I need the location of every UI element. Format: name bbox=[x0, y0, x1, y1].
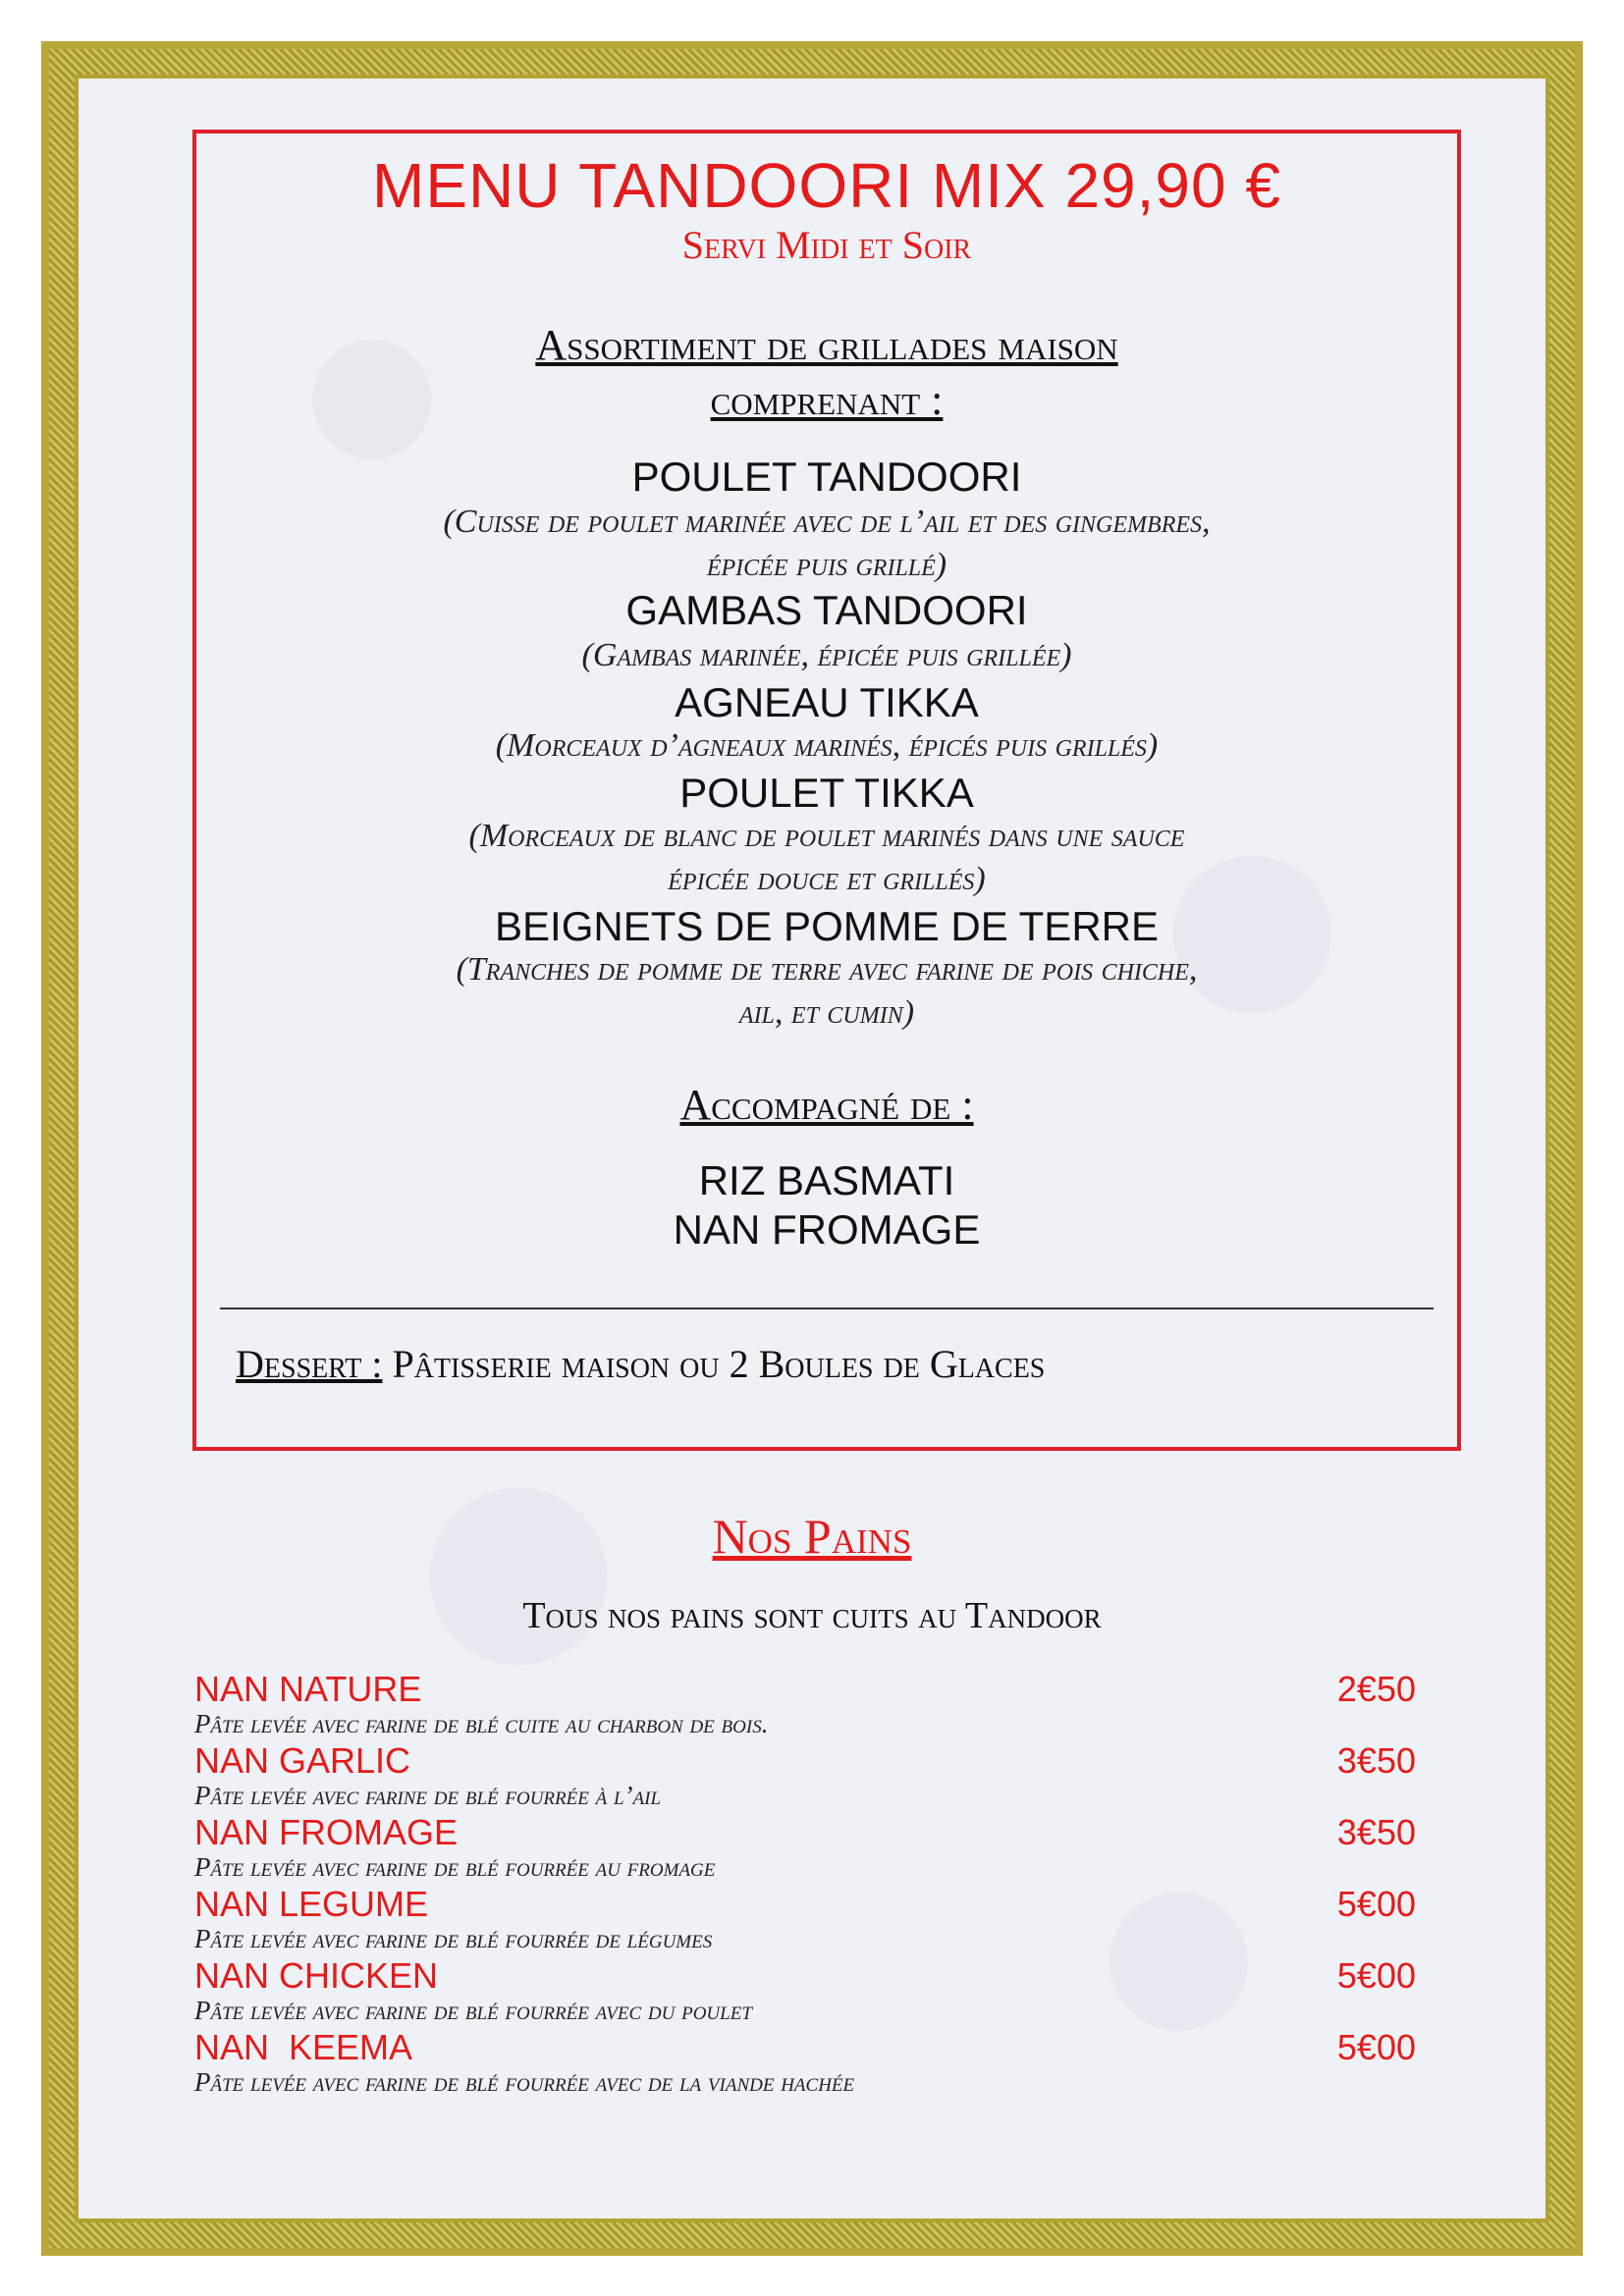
accompaniment-item: RIZ BASMATI bbox=[698, 1157, 955, 1203]
dish-description: épicée puis grillé) bbox=[706, 547, 947, 583]
assortment-heading-line1: Assortiment de grillades maison bbox=[535, 321, 1118, 369]
bread-name: NAN KEEMA bbox=[194, 2027, 413, 2067]
list-item bbox=[194, 1955, 1416, 2027]
dish-name: POULET TIKKA bbox=[679, 770, 974, 816]
bread-description: Pâte levée avec farine de blé fourrée de légumes bbox=[194, 1924, 713, 1953]
bread-name: NAN NATURE bbox=[194, 1669, 422, 1709]
divider-line bbox=[220, 1308, 1434, 1309]
dessert-label: Dessert : bbox=[236, 1342, 383, 1386]
dish-description: ail, et cumin) bbox=[738, 994, 915, 1031]
list-item bbox=[194, 1884, 1416, 1955]
bread-name: NAN GARLIC bbox=[194, 1740, 411, 1781]
list-item bbox=[194, 1812, 1416, 1884]
bread-description: Pâte levée avec farine de blé fourrée à l’ail bbox=[194, 1781, 662, 1810]
menu-subtitle: Servi Midi et Soir bbox=[681, 223, 972, 267]
bread-name: NAN FROMAGE bbox=[194, 1812, 459, 1852]
bread-price: 5€00 bbox=[1336, 1955, 1416, 1996]
dish-description: (Tranches de pomme de terre avec farine de pois chiche, bbox=[456, 951, 1198, 988]
bread-price: 5€00 bbox=[1336, 2027, 1416, 2067]
bread-price: 5€00 bbox=[1336, 1884, 1416, 1924]
dessert-line bbox=[236, 1341, 1045, 1387]
bread-list bbox=[194, 1669, 1416, 2099]
dish-description: (Morceaux de blanc de poulet marinés dans une sauce bbox=[468, 818, 1185, 854]
menu-title: MENU TANDOORI MIX 29,90 € bbox=[372, 150, 1281, 221]
dish-description: (Gambas marinée, épicée puis grillée) bbox=[581, 637, 1072, 673]
dish-description: épicée douce et grillés) bbox=[668, 861, 986, 897]
tandoori-menu-box bbox=[192, 130, 1461, 1451]
accompanied-heading: Accompagné de : bbox=[679, 1081, 974, 1129]
breads-title: Nos Pains bbox=[712, 1509, 912, 1564]
bread-description: Pâte levée avec farine de blé cuite au charbon de bois. bbox=[194, 1709, 769, 1738]
bread-name: NAN LEGUME bbox=[194, 1884, 429, 1924]
bread-description: Pâte levée avec farine de blé fourrée avec de la viande hachée bbox=[194, 2067, 855, 2097]
assortment-heading-line2: comprenant : bbox=[710, 376, 944, 424]
bread-description: Pâte levée avec farine de blé fourrée au fromage bbox=[194, 1852, 716, 1882]
dish-name: BEIGNETS DE POMME DE TERRE bbox=[495, 903, 1159, 949]
list-item bbox=[194, 1740, 1416, 1812]
bread-description: Pâte levée avec farine de blé fourrée avec du poulet bbox=[194, 1996, 752, 2025]
list-item bbox=[194, 1669, 1416, 1740]
dessert-text: Pâtisserie maison ou 2 Boules de Glaces bbox=[392, 1342, 1046, 1386]
dish-description: (Cuisse de poulet marinée avec de l’ail et des gingembres, bbox=[443, 504, 1211, 540]
bread-price: 2€50 bbox=[1336, 1669, 1416, 1709]
list-item bbox=[194, 2027, 1416, 2099]
bread-price: 3€50 bbox=[1336, 1812, 1416, 1852]
dish-name: GAMBAS TANDOORI bbox=[625, 587, 1028, 633]
bread-name: NAN CHICKEN bbox=[194, 1955, 439, 1996]
breads-subtitle: Tous nos pains sont cuits au Tandoor bbox=[522, 1595, 1102, 1636]
bread-price: 3€50 bbox=[1336, 1740, 1416, 1781]
dish-name: POULET TANDOORI bbox=[631, 454, 1022, 500]
accompaniment-item: NAN FROMAGE bbox=[673, 1206, 981, 1253]
dish-description: (Morceaux d’agneaux marinés, épicés puis grillés) bbox=[495, 727, 1159, 764]
dish-name: AGNEAU TIKKA bbox=[675, 679, 979, 725]
